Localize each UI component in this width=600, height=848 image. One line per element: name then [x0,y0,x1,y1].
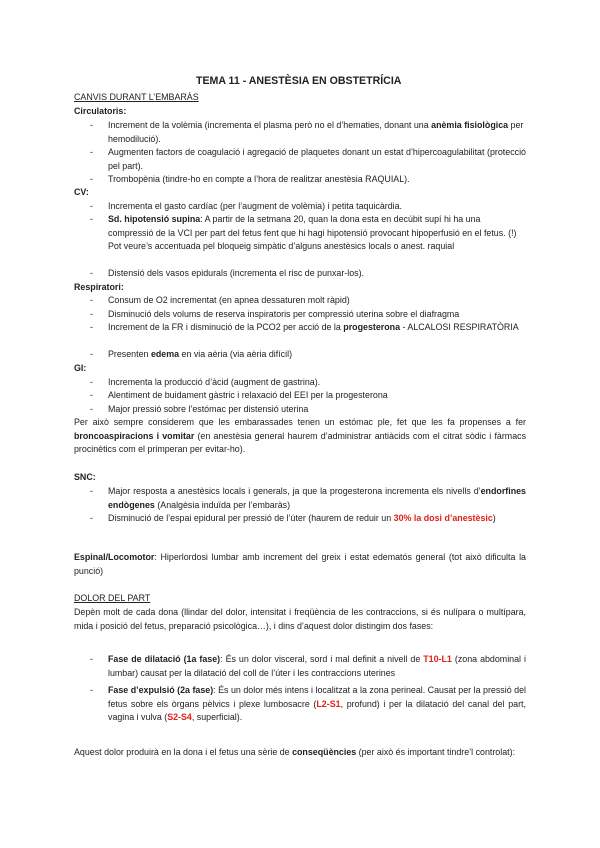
paragraph-consequencies: Aquest dolor produirà en la dona i el fetus una sèrie de conseqüències (per això és important tindre’l controlat): [74,747,516,757]
list-item-circ-3: Trombopènia (tindre-ho en compte a l’hora de realitzar anestèsia RAQUIAL). [108,174,410,184]
list-item-snc-2: Disminució de l’espai epidural per pressió de l’úter (haurem de reduir un 30% la dosi d’anestèsic) [108,513,496,523]
list-item-gi-3: Major pressió sobre l’estómac per distensió uterina [108,404,309,414]
list-item-resp-3: Increment de la FR i disminució de la PCO2 per acció de la progesterona - ALCALOSI RESPIRATÒRIA [108,322,519,332]
list-item-resp-1: Consum de O2 incrementat (en apnea dessaturen molt ràpid) [108,295,350,305]
paragraph-espinal: Espinal/Locomotor: Hiperlordosi lumbar amb increment del greix i estat edematós general (tot això dificulta la punció) [74,552,526,576]
bullet-dash: - [90,486,93,496]
subheading-gi: GI: [74,363,87,373]
list-item-fase-1: Fase de dilatació (1a fase): És un dolor visceral, sord i mal definit a nivell de T10-L1 (zona abdominal i lumbar) causat per la dilatació del coll de l’úter i les contraccions uterines [108,654,526,678]
bullet-dash: - [90,404,93,414]
bullet-dash: - [90,513,93,523]
section-heading-dolor: DOLOR DEL PART [74,593,151,603]
bullet-dash: - [90,654,93,664]
section-heading-canvis: CANVIS DURANT L’EMBARÀS [74,92,199,102]
list-item-gi-1: Incrementa la producció d’àcid (augment de gastrina). [108,377,321,387]
subheading-circulatoris: Circulatoris: [74,106,127,116]
list-item-cv-3: Distensió dels vasos epidurals (incrementa el risc de punxar-los). [108,268,365,278]
bullet-dash: - [90,174,93,184]
paragraph-gi: Per això sempre considerem que les embarassades tenen un estómac ple, fet que les fa propenses a fer broncoaspiracions i vomitar (en anestèsia general haurem d’administrar antiàcids com el citrat sòdic i fàrmacs procinètics com el primperan per evitar-ho). [74,417,527,454]
page-title: TEMA 11 - ANESTÈSIA EN OBSTETRÍCIA [196,75,402,87]
bullet-dash: - [90,120,93,130]
list-item-gi-2: Alentiment de buidament gàstric i relaxació del EEI per la progesterona [108,390,388,400]
bullet-dash: - [90,295,93,305]
list-item-fase-2: Fase d’expulsió (2a fase): És un dolor més intens i localitzat a la zona perineal. Causat per la pressió del fetus sobre els òrgans pèlvics i plexe lumbosacre (L2-S1, profund) i per la dilatació del canal del part, vagina i vulva (S2-S4, superficial). [108,685,526,722]
list-item-circ-1: Increment de la volèmia (incrementa el plasma però no el d’hematies, donant una anèmia fisiològica per hemodilució). [108,120,524,144]
list-item-circ-2: Augmenten factors de coagulació i agregació de plaquetes donant un estat d’hipercoagulabilitat (protecció pel part). [108,147,526,171]
list-item-cv-2: Sd. hipotensió supina: A partir de la setmana 20, quan la dona esta en decúbit supí hi ha una compressió de la VCI per part del fetus fent que hi hagi hipotensió provocant hipoperfusió en el fetus. (!) Pot veure’s accentuada pel bloqueig simpàtic d’alguns anestèsics locals o anest. raquial [108,214,517,251]
subheading-respiratori: Respiratori: [74,282,124,292]
bullet-dash: - [90,201,93,211]
bullet-dash: - [90,309,93,319]
paragraph-dolor: Depèn molt de cada dona (llindar del dolor, intensitat i freqüència de les contraccions, si és nulípara o multípara, mida i posició del fetus, preparació psicològica…), i dins d’aquest dolor distingim dos fases: [74,607,526,631]
bullet-dash: - [90,322,93,332]
bullet-dash: - [90,214,93,224]
list-item-cv-1: Incrementa el gasto cardíac (per l’augment de volèmia) i petita taquicàrdia. [108,201,403,211]
bullet-dash: - [90,390,93,400]
list-item-resp-2: Disminució dels volums de reserva inspiratoris per compressió uterina sobre el diafragma [108,309,460,319]
subheading-cv: CV: [74,187,89,197]
subheading-snc: SNC: [74,472,96,482]
bullet-dash: - [90,685,93,695]
bullet-dash: - [90,377,93,387]
list-item-snc-1: Major resposta a anestèsics locals i generals, ja que la progesterona incrementa els nivells d’endorfines endògenes (Analgèsia induïda per l’embaràs) [108,486,526,510]
bullet-dash: - [90,147,93,157]
list-item-resp-4: Presenten edema en via aèria (via aèria difícil) [108,349,293,359]
bullet-dash: - [90,268,93,278]
bullet-dash: - [90,349,93,359]
